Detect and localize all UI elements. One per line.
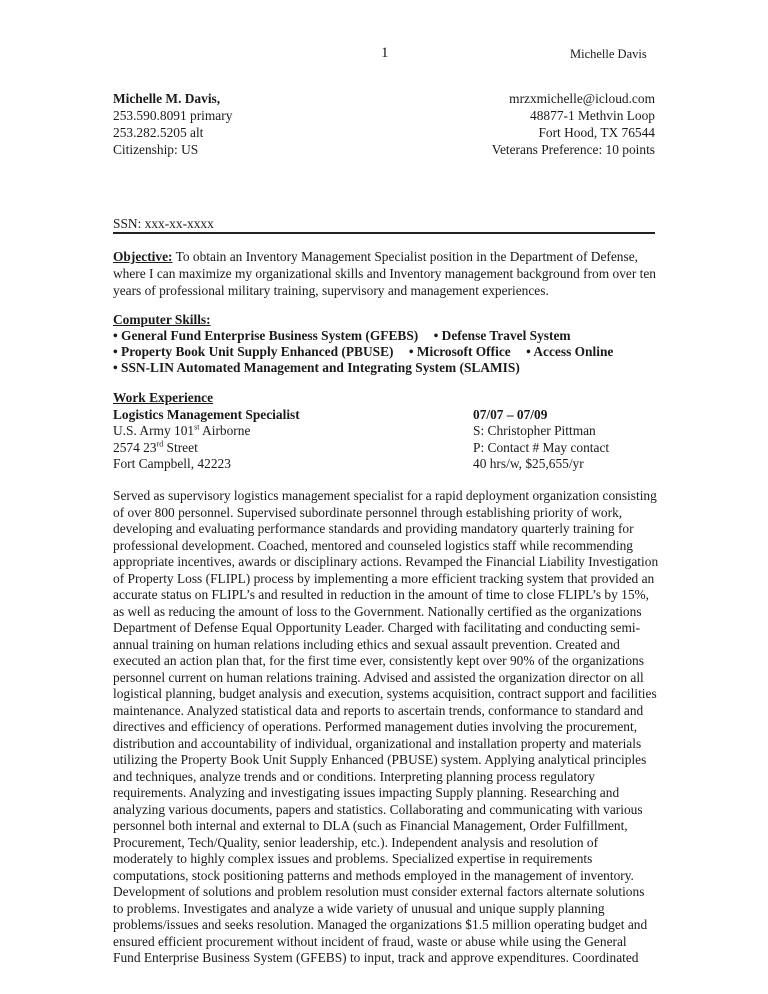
section-divider [113, 232, 655, 234]
veterans-preference: Veterans Preference: 10 points [491, 142, 655, 157]
description-line: developing and evaluating performance standards and providing mandatory quarterly training for [113, 521, 634, 536]
computer-skills-heading: Computer Skills: [113, 312, 211, 327]
description-line: requirements. Analyzing and investigating issues impacting Supply planning. Researching and [113, 785, 620, 800]
skill-item: • Defense Travel System [433, 328, 571, 343]
job-description [113, 488, 658, 967]
objective-section [113, 248, 658, 299]
objective-text: To obtain an Inventory Management Specialist position in the Department of Defense, where I can maximize my organizational skills and Inventory management background from over ten years of professional military training, supervisory and management experiences. [113, 249, 657, 298]
description-line: logistical planning, budget analysis and execution, systems acquisition, contract support and facilities [113, 686, 657, 701]
phone-primary: 253.590.8091 primary [113, 108, 233, 123]
description-line: appropriate incentives, awards or disciplinary actions. Revamped the Financial Liability Investigation [113, 554, 659, 569]
description-line: and techniques, analyze trends and or conditions. Interpreting planning process regulatory [113, 768, 595, 784]
description-line: Procurement, Tech/Quality, senior leadership, etc.). Independent analysis and resolution of [113, 834, 599, 850]
description-line: Served as supervisory logistics management specialist for a rapid deployment organization consisting [113, 488, 657, 503]
description-line: of over 800 personnel. Supervised subordinate personnel through establishing priority of work, [113, 504, 623, 520]
description-line: annual training on human relations including ethics and sexual assault prevention. Created and [113, 636, 620, 652]
skill-item: • Access Online [526, 344, 614, 359]
supervisor-contact: P: Contact # May contact [473, 439, 610, 455]
description-line: directives and efficiency of operations. Performed management duties involving the procurement, [113, 719, 638, 734]
skills-row-3 [113, 360, 673, 376]
description-line: Fund Enterprise Business System (GFEBS) to input, track and approve expenditures. Coordinated [113, 950, 639, 965]
description-line: ensured efficient procurement without incident of fraud, waste or abuse while using the General [113, 933, 627, 949]
job-details [113, 407, 658, 473]
phone-alt: 253.282.5205 alt [113, 125, 204, 140]
description-line: distribution and accountability of individual, organizational and installation property and materials [113, 735, 642, 751]
page-number: 1 [381, 45, 389, 61]
skills-row-2 [113, 344, 673, 360]
objective-label: Objective: [113, 249, 173, 264]
skill-item: • Microsoft Office [408, 344, 511, 359]
description-line: of Property Loss (FLIPL) process by implementing a more efficient tracking system that provided an [113, 570, 655, 586]
street-address: 48877-1 Methvin Loop [530, 108, 655, 123]
description-line: maintenance. Analyzed statistical data and reports to ascertain trends, conformance to standard and [113, 702, 644, 718]
description-line: executed an action plan that, for the first time ever, consistently kept over 90% of the organizations [113, 653, 644, 668]
description-line: utilizing the Property Book Unit Supply Enhanced (PBUSE) system. Applying analytical principles [113, 752, 647, 767]
skill-item: • General Fund Enterprise Business System (GFEBS) [113, 328, 419, 343]
description-line: Development of solutions and problem resolution must consider external factors alternate solutions [113, 884, 645, 899]
description-line: personnel current on human relations training. Advised and assisted the organization director on all [113, 669, 644, 685]
contact-block-right [492, 90, 655, 158]
employer-city: Fort Campbell, 42223 [113, 456, 231, 471]
applicant-name: Michelle M. Davis, [113, 91, 221, 106]
description-line: personnel both internal and external to DLA (such as Financial Management, Order Fulfillment, [113, 818, 628, 833]
contact-block-left [113, 90, 232, 158]
skills-row-1 [113, 328, 673, 344]
citizenship: Citizenship: US [113, 142, 199, 157]
description-line: analyzing various documents, papers and statistics. Collaborating and communicating with various [113, 801, 643, 817]
work-experience-heading: Work Experience [113, 390, 214, 405]
job-dates: 07/07 – 07/09 [473, 406, 548, 422]
description-line: problems/issues and seeks resolution. Managed the organizations $1.5 million operating budget and [113, 917, 648, 932]
hours-salary: 40 hrs/w, $25,655/yr [473, 456, 584, 471]
city-state-zip: Fort Hood, TX 76544 [538, 125, 655, 140]
description-line: as well as reducing the amount of loss to the Government. Nationally certified as the organizations [113, 603, 642, 619]
email: mrzxmichelle@icloud.com [509, 91, 655, 106]
description-line: Department of Defense Equal Opportunity Leader. Charged with facilitating and conducting semi- [113, 620, 641, 635]
ssn: SSN: xxx-xx-xxxx [113, 216, 214, 231]
description-line: professional development. Coached, mentored and counseled logistics staff while recommending [113, 537, 633, 553]
computer-skills-section [113, 312, 673, 376]
job-title: Logistics Management Specialist [113, 406, 300, 422]
skill-item: • SSN-LIN Automated Management and Integrating System (SLAMIS) [113, 360, 520, 375]
employer-street: 2574 23rd Street [113, 439, 198, 455]
description-line: moderately to highly complex issues and problems. Specialized expertise in requirements [113, 851, 593, 866]
running-header-name: Michelle Davis [570, 47, 647, 61]
employer: U.S. Army 101st Airborne [113, 422, 251, 438]
description-line: computations, stock positioning patterns and methods employed in the management of inventory. [113, 867, 634, 883]
description-line: accurate status on FLIPL’s and resulted in reduction in the amount of time to close FLIPL’s by 15%, [113, 587, 650, 602]
supervisor: S: Christopher Pittman [473, 423, 596, 438]
skill-item: • Property Book Unit Supply Enhanced (PBUSE) [113, 344, 394, 359]
description-line: to problems. Investigates and analyze a wide variety of unusual and unique supply planning [113, 900, 605, 916]
work-experience-section [113, 390, 658, 473]
